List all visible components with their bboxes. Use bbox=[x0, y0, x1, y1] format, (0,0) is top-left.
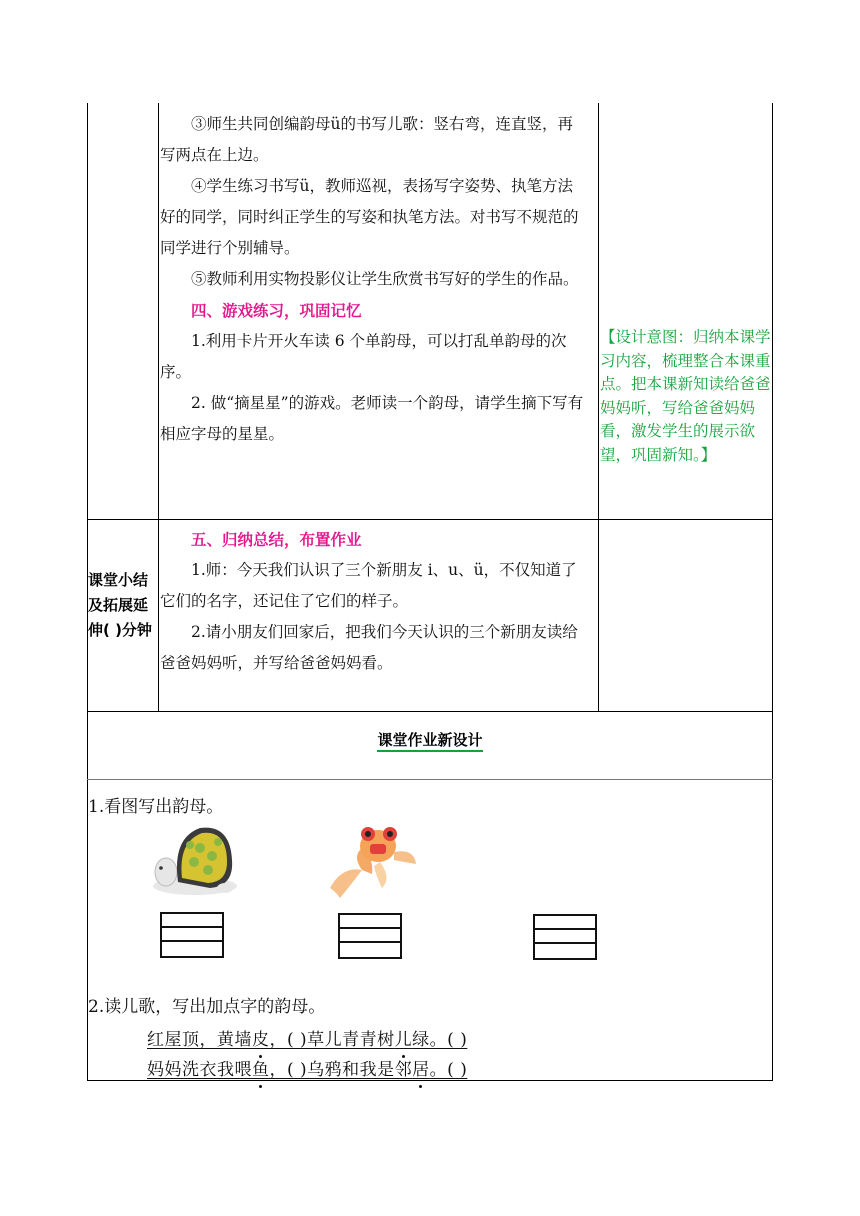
homework-title-text: 课堂作业新设计 bbox=[377, 731, 482, 752]
table-row-divider-3 bbox=[87, 779, 773, 780]
goldfish-image bbox=[322, 818, 420, 900]
summary-item-2: 2.请小朋友们回家后，把我们今天认识的三个新朋友读给爸爸妈妈听，并写给爸爸妈妈看。 bbox=[160, 623, 578, 672]
summary-item-1: 1.师：今天我们认识了三个新朋友 i、u、ü，不仅知道了它们的名字，还记住了它们的样子。 bbox=[160, 561, 577, 610]
verse-2-part-c: 。( ) bbox=[429, 1060, 468, 1080]
verse-line-1 bbox=[147, 1025, 467, 1050]
homework-title bbox=[0, 729, 860, 750]
verse-2-part-a: 妈妈洗衣我喂 bbox=[147, 1060, 252, 1080]
dotted-char: 儿 bbox=[394, 1030, 413, 1050]
activity-content bbox=[160, 109, 584, 450]
side-label: 课堂小结及拓展延伸( )分钟 bbox=[88, 571, 152, 639]
table-border-bottom bbox=[87, 1080, 773, 1081]
paragraph-3: ③师生共同创编韵母ü的书写儿歌：竖右弯，连直竖，再写两点在上边。 bbox=[160, 115, 573, 164]
section4-title: 四、游戏练习，巩固记忆 bbox=[191, 301, 362, 320]
table-col-divider-2 bbox=[598, 103, 599, 711]
table-col-divider-1 bbox=[158, 103, 159, 711]
verse-2-part-b: ，( )乌鸦和我是邻 bbox=[269, 1060, 413, 1080]
verse-line-2 bbox=[147, 1055, 467, 1080]
verse-1-part-a: 红屋顶，黄墙 bbox=[147, 1030, 252, 1050]
dotted-char: 居 bbox=[412, 1060, 430, 1080]
section5-title: 五、归纳总结，布置作业 bbox=[191, 530, 362, 549]
summary-content bbox=[160, 524, 584, 679]
design-intent-note: 【设计意图：归纳本课学习内容，梳理整合本课重点。把本课新知读给爸爸妈妈听，写给爸爸妈妈看，激发学生的展示欲望，巩固新知。】 bbox=[600, 328, 771, 464]
verse-1-part-c: 绿。( ) bbox=[412, 1030, 468, 1050]
paragraph-4: ④学生练习书写ü，教师巡视，表扬写字姿势、执笔方法好的同学，同时纠正学生的写姿和执笔方法。对书写不规范的同学进行个别辅导。 bbox=[160, 177, 579, 257]
verse-2-text bbox=[147, 1060, 467, 1080]
section4-item-2: 2. 做“摘星星”的游戏。老师读一个韵母，请学生摘下写有相应字母的星星。 bbox=[160, 394, 584, 443]
answer-box-2[interactable] bbox=[338, 913, 402, 959]
table-row-divider-1 bbox=[87, 519, 773, 520]
turtle-image bbox=[150, 820, 245, 898]
dotted-char: 鱼 bbox=[252, 1060, 270, 1080]
verse-1-text bbox=[147, 1030, 467, 1050]
verse-1-part-b: ，( )草儿青青树 bbox=[269, 1030, 395, 1050]
paragraph-5: ⑤教师利用实物投影仪让学生欣赏书写好的学生的作品。 bbox=[191, 270, 579, 288]
section4-item-1: 1.利用卡片开火车读 6 个单韵母，可以打乱单韵母的次序。 bbox=[160, 332, 567, 381]
question-1: 1.看图写出韵母。 bbox=[88, 797, 224, 817]
answer-box-1[interactable] bbox=[160, 912, 224, 958]
question-2: 2.读儿歌，写出加点字的韵母。 bbox=[88, 997, 326, 1017]
table-row-divider-2 bbox=[87, 711, 773, 712]
dotted-char: 皮 bbox=[252, 1030, 270, 1050]
table-border-right bbox=[772, 103, 773, 1081]
answer-box-3[interactable] bbox=[533, 914, 597, 960]
